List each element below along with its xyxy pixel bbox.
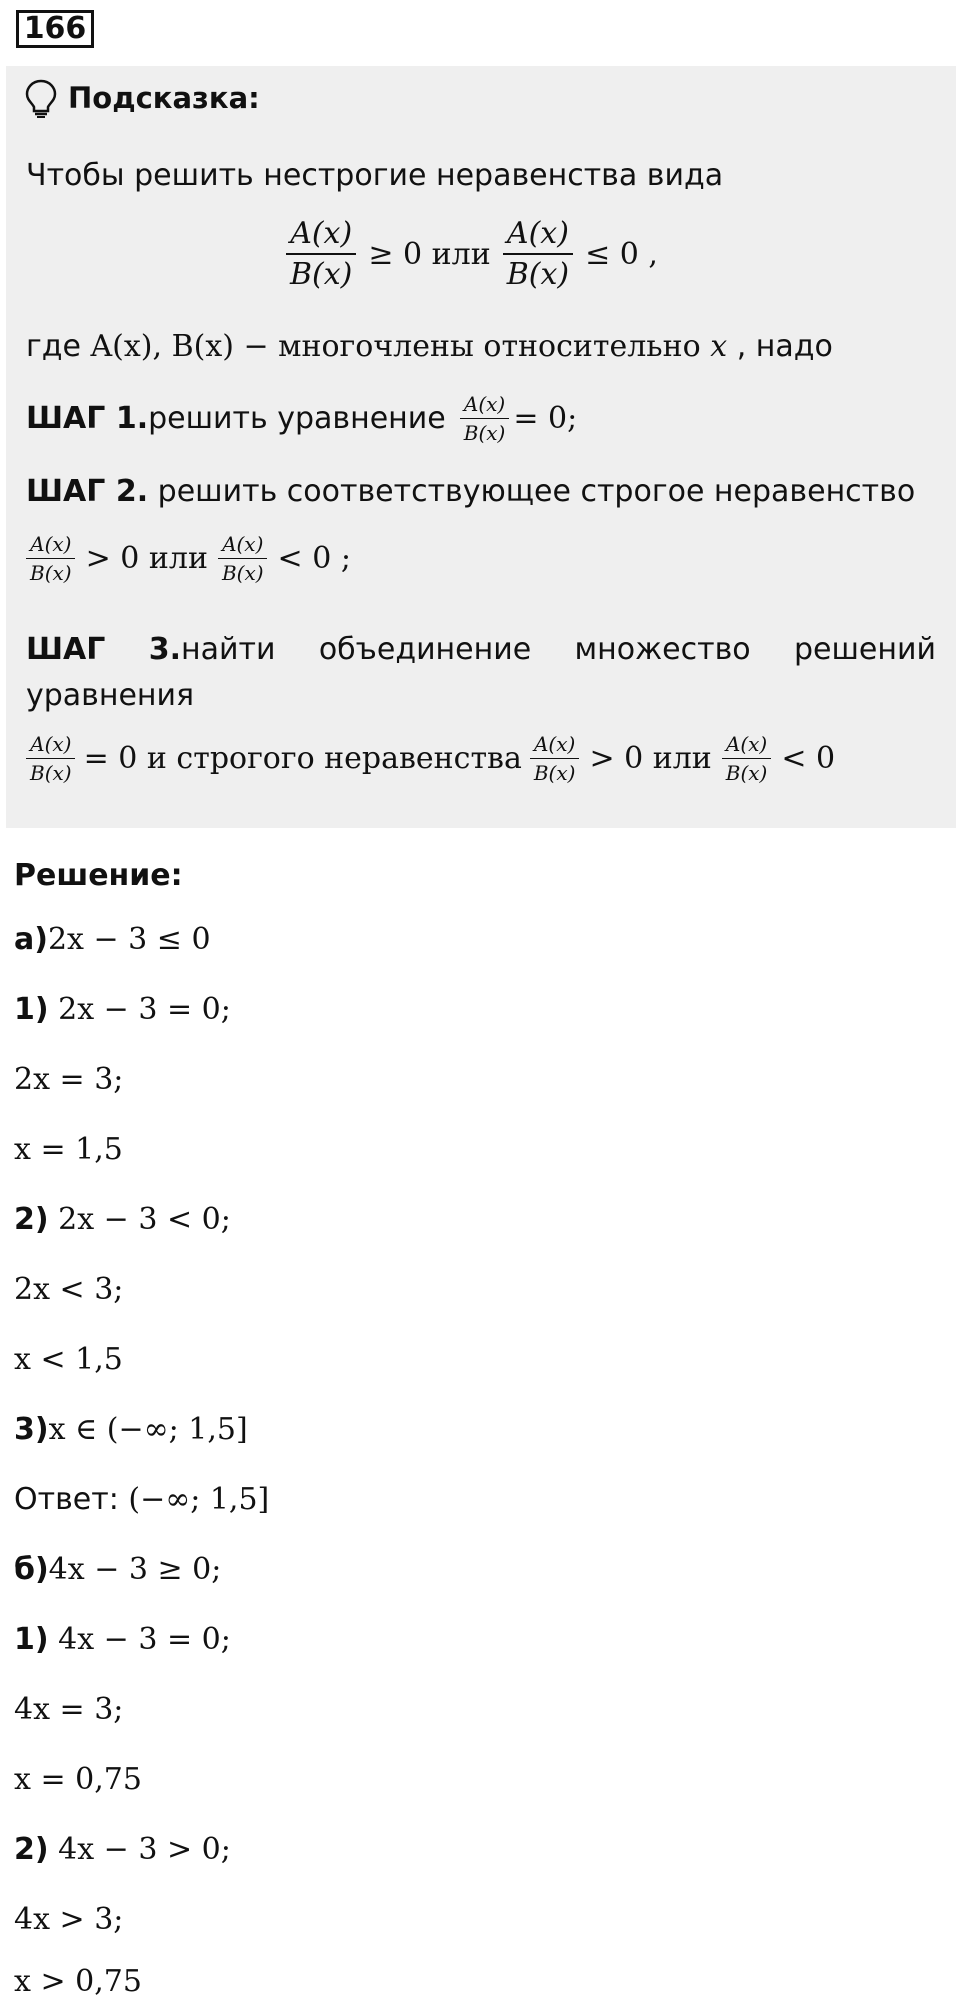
- fraction: $\frac{A(x)}{B(x)}$: [26, 732, 76, 785]
- where-line: где A(x), B(x) − многочлены относительно x , надо: [26, 329, 833, 364]
- part-b-header: б)4x − 3 ≥ 0;: [14, 1552, 222, 1587]
- hint-box: [6, 66, 956, 828]
- solution-title: Решение:: [14, 858, 183, 893]
- part-a-line: 1) 2x − 3 = 0;: [14, 992, 231, 1027]
- part-a-line: 2) 2x − 3 < 0;: [14, 1202, 231, 1237]
- fraction: $\frac{A(x)}{B(x)}$: [460, 392, 510, 445]
- part-a-line: 2x = 3;: [14, 1062, 124, 1097]
- step-1: ШАГ 1. решить уравнение $\frac{A(x)}{B(x)}$ = 0;: [26, 392, 578, 445]
- part-b-line: 2) 4x − 3 > 0;: [14, 1832, 231, 1867]
- part-a-line: x < 1,5: [14, 1342, 123, 1377]
- hint-title: [24, 78, 260, 118]
- part-b-line: 4x > 3;: [14, 1902, 124, 1937]
- part-a-header: а)2x − 3 ≤ 0: [14, 922, 211, 957]
- part-b-line: x > 0,75: [14, 1964, 142, 1999]
- part-b-line: x = 0,75: [14, 1762, 142, 1797]
- part-b-line: 1) 4x − 3 = 0;: [14, 1622, 231, 1657]
- step-3-line2: уравнения: [26, 678, 195, 713]
- part-a-answer: Ответ: (−∞; 1,5]: [14, 1482, 270, 1517]
- part-a-line: x = 1,5: [14, 1132, 123, 1167]
- fraction: $\frac{A(x)}{B(x)}$: [286, 216, 356, 292]
- hint-intro: Чтобы решить нестрогие неравенства вида: [26, 158, 724, 193]
- part-a-line: 2x < 3;: [14, 1272, 124, 1307]
- formula-1: $\frac{A(x)}{B(x)}$ ≥ 0 или $\frac{A(x)}{B(x)}$ ≤ 0 ,: [282, 216, 658, 292]
- part-b-line: 4x = 3;: [14, 1692, 124, 1727]
- fraction: $\frac{A(x)}{B(x)}$: [530, 732, 580, 785]
- lightbulb-icon: [24, 78, 58, 118]
- step-3: ШАГ 3.найти объединение множество решений: [26, 632, 936, 667]
- fraction: $\frac{A(x)}{B(x)}$: [503, 216, 573, 292]
- part-a-line: 3)x ∈ (−∞; 1,5]: [14, 1412, 248, 1447]
- hint-title-text: Подсказка:: [68, 81, 260, 115]
- task-number-badge: 166: [16, 10, 94, 48]
- step-3-formula: $\frac{A(x)}{B(x)}$ = 0 и строгого неравенства $\frac{A(x)}{B(x)}$ > 0 или $\frac{A(x)}{B(x)}$ < 0: [26, 732, 835, 785]
- fraction: $\frac{A(x)}{B(x)}$: [218, 532, 268, 585]
- fraction: $\frac{A(x)}{B(x)}$: [722, 732, 772, 785]
- step-2: ШАГ 2. решить соответствующее строгое неравенство: [26, 474, 916, 509]
- fraction: $\frac{A(x)}{B(x)}$: [26, 532, 76, 585]
- step-2-formula: $\frac{A(x)}{B(x)}$ > 0 или $\frac{A(x)}{B(x)}$ < 0 ;: [26, 532, 351, 585]
